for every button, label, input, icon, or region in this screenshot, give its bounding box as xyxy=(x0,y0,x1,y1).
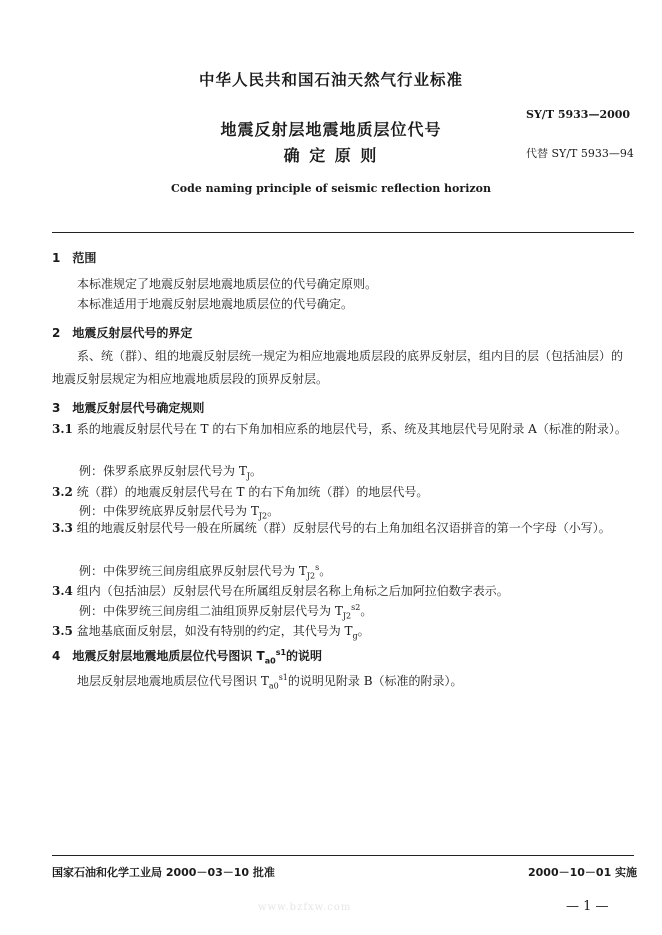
rule-3-3-example-subscript: J2 xyxy=(306,571,316,581)
rule-3-2-number: 3.2 xyxy=(52,485,73,499)
rule-3-2-example-subscript: J2 xyxy=(258,511,268,521)
english-title: Code naming principle of seismic reflection horizon xyxy=(171,182,491,195)
rule-3-1-number: 3.1 xyxy=(52,422,73,436)
rule-3-1-example-text: 例：侏罗系底界反射层代号为 T xyxy=(79,464,247,478)
section-3-heading: 3 地震反射层代号确定规则 xyxy=(52,401,205,415)
standard-category: 中华人民共和国石油天然气行业标准 xyxy=(198,71,463,89)
section-4-heading-suffix: 的说明 xyxy=(286,649,323,663)
effective-date: 2000－10－01 实施 xyxy=(528,866,638,879)
header-divider xyxy=(52,232,634,233)
section-4-paragraph xyxy=(77,672,463,689)
rule-3-1-example-suffix: 。 xyxy=(250,464,263,478)
rule-3-5-suffix: 。 xyxy=(357,624,370,638)
rule-3-3-example-superscript: s xyxy=(315,563,320,572)
rule-3-1-example-subscript: J xyxy=(246,471,251,481)
section-4-paragraph-superscript: s1 xyxy=(278,673,288,682)
rule-3-2-example-text: 例：中侏罗统底界反射层代号为 T xyxy=(79,504,259,518)
rule-3-3-text: 组的地震反射层代号一般在所属统（群）反射层代号的右上角加组名汉语拼音的第一个字母（小写）。 xyxy=(76,521,611,535)
page-number: — 1 — xyxy=(566,899,609,914)
section-2-paragraph: 系、统（群）、组的地震反射层统一规定为相应地震地质层段的底界反射层，组内目的层（包括油层）的地震反射层规定为相应地震地质层段的顶界反射层。 xyxy=(52,349,624,386)
section-4-paragraph-subscript: a0 xyxy=(268,681,279,691)
document-title-line1: 地震反射层地震地质层位代号 xyxy=(220,120,442,139)
rule-3-3-example-suffix: 。 xyxy=(319,564,332,578)
footer-divider xyxy=(52,855,634,856)
standard-code: SY/T 5933—2000 xyxy=(526,108,631,121)
rule-3-4-text: 组内（包括油层）反射层代号在所属组反射层名称上角标之后加阿拉伯数字表示。 xyxy=(76,584,509,598)
rule-3-3-example xyxy=(79,562,331,579)
section-4-heading-text: 4 地震反射层地震地质层位代号图识 T xyxy=(52,649,265,663)
document-title-line2: 确 定 原 则 xyxy=(283,146,379,165)
section-4-heading xyxy=(52,647,322,664)
rule-3-4-example-superscript: s2 xyxy=(351,603,361,612)
rule-3-4-example-text: 例：中侏罗统三间房组二油组顶界反射层代号为 T xyxy=(79,604,343,618)
section-4-heading-subscript: a0 xyxy=(264,656,276,666)
rule-3-5-text: 盆地基底面反射层，如没有特别的约定，其代号为 T xyxy=(76,624,353,638)
watermark: www.bzfxw.com xyxy=(258,902,352,913)
rule-3-4-example xyxy=(79,602,372,619)
approval-line: 国家石油和化学工业局 2000－03－10 批准 xyxy=(52,866,275,879)
section-1-heading: 1 范围 xyxy=(52,251,97,265)
rule-3-1-example xyxy=(79,462,262,479)
rule-3-4-example-suffix: 。 xyxy=(360,604,373,618)
rule-3-2-text: 统（群）的地震反射层代号在 T 的右下角加统（群）的地层代号。 xyxy=(76,485,429,499)
rule-3-1-text: 系的地震反射层代号在 T 的右下角加相应系的地层代号，系、统及其地层代号见附录 A（标准的附录）。 xyxy=(76,422,627,436)
rule-3-3-number: 3.3 xyxy=(52,521,73,535)
rule-3-4-number: 3.4 xyxy=(52,584,73,598)
rule-3-2 xyxy=(52,483,428,500)
section-1-paragraph-1: 本标准规定了地震反射层地震地质层位的代号确定原则。 xyxy=(77,277,378,291)
replaces-code: 代替 SY/T 5933—94 xyxy=(526,147,634,160)
rule-3-3-example-text: 例：中侏罗统三间房组底界反射层代号为 T xyxy=(79,564,307,578)
rule-3-5 xyxy=(52,622,370,639)
rule-3-5-subscript: g xyxy=(352,631,358,641)
section-4-paragraph-suffix: 的说明见附录 B（标准的附录）。 xyxy=(287,674,463,688)
rule-3-4 xyxy=(52,582,509,599)
section-4-heading-superscript: s1 xyxy=(275,648,287,657)
section-1-paragraph-2: 本标准适用于地震反射层地震地质层位的代号确定。 xyxy=(77,297,354,311)
section-4-paragraph-text: 地层反射层地震地质层位代号图识 T xyxy=(77,674,269,688)
rule-3-1 xyxy=(52,418,634,441)
rule-3-3 xyxy=(52,517,634,540)
rule-3-2-example-suffix: 。 xyxy=(267,504,280,518)
section-2-heading: 2 地震反射层代号的界定 xyxy=(52,326,193,340)
rule-3-5-number: 3.5 xyxy=(52,624,73,638)
rule-3-4-example-subscript: J2 xyxy=(342,611,352,621)
